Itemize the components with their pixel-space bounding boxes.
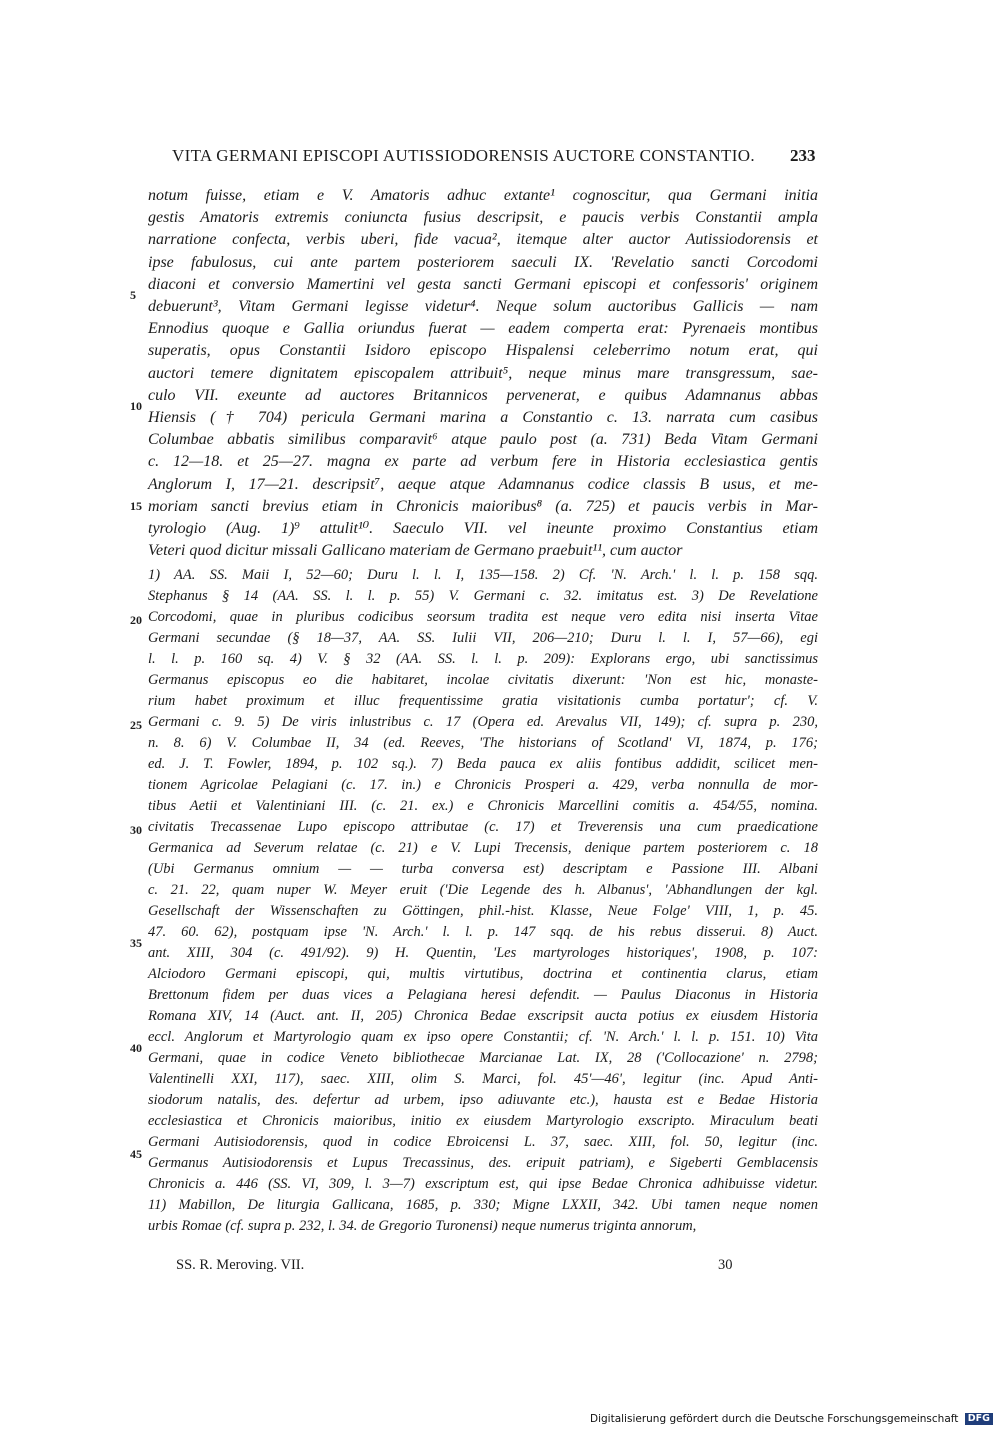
text-line: Anglorum I, 17—21. descripsit⁷, aeque atque Adamnanus codice classis B usus, et me- [148,475,818,493]
footnote-line: c. 21. 22, quam nuper W. Meyer eruit ('Die Legende des h. Albanus', 'Abhandlungen der kgl. [148,882,818,898]
footnote-line: Corcodomi, quae in pluribus codicibus seorsum tradita est neque vero edita nisi inserta Vitae [148,609,818,625]
margin-line-number: 10 [130,399,142,413]
footnote-line: (Ubi Germanus omnium — — turba conversa est) descriptam e Passione III. Albani [148,861,818,877]
margin-line-number: 40 [130,1041,142,1055]
margin-line-number: 20 [130,613,142,627]
text-line: Ennodius quoque e Gallia oriundus fuerat — eadem comperta erat: Pyrenaeis montibus [148,320,818,338]
footnote-line: 47. 60. 62), postquam ipse 'N. Arch.' l. l. p. 147 sqq. de his rebus disserui. 8) Auct. [148,924,818,940]
footnote-line: Alciodoro Germani episcopi, qui, multis virtutibus, doctrina et continentia clarus, etiam [148,966,818,982]
footnote-line: n. 8. 6) V. Columbae II, 34 (ed. Reeves, 'The historians of Scotland' VI, 1874, p. 176; [148,735,818,751]
footnote-line: ed. J. T. Fowler, 1894, p. 102 sq.). 7) Beda pauca ex aliis fontibus addidit, scilicet men- [148,756,818,772]
text-line: culo VII. exeunte ad auctores Britannicos pervenerat, e quibus Adamnanus abbas [148,386,818,404]
footnote-line: 1) AA. SS. Maii I, 52—60; Duru l. l. I, 135—158. 2) Cf. 'N. Arch.' l. l. p. 158 sqq. [148,567,818,583]
text-line: tyrologio (Aug. 1)⁹ attulit¹⁰. Saeculo VII. vel ineunte proximo Constantius etiam [148,520,818,537]
footnote-line: Germanica ad Severum relatae (c. 21) e V. Lupi Trecensis, denique partem posteriorem c. 18 [148,840,818,856]
footnote-line: Germani, quae in codice Veneto bibliothecae Marcianae Lat. IX, 28 ('Collocazione' n. 2798; [148,1050,818,1066]
footnote-line: rium habet proximum et illuc frequentissime gratia visitationis cumba portatur'; cf. V. [148,693,818,709]
text-line: ipse fabulosus, cui ante partem posteriorem saeculi IX. 'Revelatio sancti Corcodomi [148,253,818,271]
text-line: Columbae abbatis similibus comparavit⁶ atque paulo post (a. 731) Beda Vitam Germani [148,431,818,449]
footnote-line: urbis Romae (cf. supra p. 232, l. 34. de Gregorio Turonensi) neque numerus triginta annorum, [148,1218,697,1234]
dfg-logo: DFG [965,1413,993,1425]
text-line: diaconi et conversio Mamertini vel gesta sancti Germani episcopi et confessoris' originem [148,275,818,293]
footnote-line: eccl. Anglorum et Martyrologio quam ex ipso opere Constantii; cf. 'N. Arch.' l. l. p. 151. 10) Vita [148,1029,818,1045]
sheet-signature: SS. R. Meroving. VII. [176,1257,305,1273]
margin-line-number: 45 [130,1147,142,1161]
footnote-line: siodorum natalis, des. defertur ad urbem, ipso adiuvante etc.), hausta est e Bedae Historia [148,1092,818,1108]
text-line: gestis Amatoris extremis coniuncta fusius descripsit, e paucis verbis Constantii ampla [148,209,818,227]
text-line: Veteri quod dicitur missali Gallicano materiam de Germano praebuit¹¹, cum auctor [148,542,683,560]
footnote-line: tionem Agricolae Pelagiani (c. 17. in.) e Chronicis Prosperi a. 429, verba nonnulla de mor- [148,777,818,793]
digitization-note [590,1413,993,1425]
sheet-number: 30 [718,1257,733,1273]
footnote-line: Stephanus § 14 (AA. SS. l. l. p. 55) V. Germani c. 32. imitatus est. 3) De Revelatione [148,588,818,604]
footnote-line: Germani Autisiodorensis, quod in codice Ebroicensi L. 37, saec. XIII, fol. 50, legitur (inc. [148,1134,818,1150]
footnote-line: Valentinelli XXI, 117), saec. XIII, olim S. Marci, fol. 45'—46', legitur (inc. Apud Anti- [148,1071,818,1087]
running-header: VITA GERMANI EPISCOPI AUTISSIODORENSIS AUCTORE CONSTANTIO. [172,146,756,165]
footnote-line: ant. XIII, 304 (c. 491/92). 9) H. Quentin, 'Les martyrologes historiques', 1908, p. 107: [148,945,818,961]
footnote-line: l. l. p. 160 sq. 4) V. § 32 (AA. SS. l. l. p. 209): Explorans ergo, ubi sanctissimus [148,651,818,667]
text-line: c. 12—18. et 25—27. magna ex parte ad verbum fere in Historia ecclesiastica gentis [148,453,818,471]
text-line: Hiensis († 704) pericula Germani marina a Constantio c. 13. narrata cum casibus [148,409,818,426]
footnote-line: Romana XIV, 14 (Auct. ant. II, 205) Chronica Bedae exscripsit aucta potius ex eiusdem Historia [148,1008,818,1024]
margin-line-number: 30 [130,823,142,837]
footnote-line: Germanus episcopus eo die habitaret, incolae civitatis dixerunt: 'Non est hic, monaste- [148,672,818,688]
footnote-line: Chronicis a. 446 (SS. VI, 309, l. 3—7) exscriptum est, qui ipse Bedae Chronica adhibuisse videtur. [148,1176,818,1192]
text-line: auctori temere dignitatem episcopalem attribuit⁵, neque minus mare transgressum, sae- [148,364,818,382]
text-line: moriam sancti brevius etiam in Chronicis maioribus⁸ (a. 725) et paucis verbis in Mar- [148,497,818,515]
footnote-line: ecclesiastica et Chronicis maioribus, initio ex eiusdem Martyrologio exscripto. Miraculum beati [148,1113,818,1129]
text-line: narratione confecta, verbis uberi, fide vacua², itemque alter auctor Autissiodorensis et [148,231,818,249]
footnote-line: Brettonum fidem per duas vices a Pelagiana heresi defendit. — Paulus Diaconus in Historia [148,987,818,1003]
margin-line-number: 35 [130,936,142,950]
page-number: 233 [790,146,816,165]
digitization-text: Digitalisierung gefördert durch die Deutsche Forschungsgemeinschaft [590,1413,959,1425]
footnote-line: Germani c. 9. 5) De viris inlustribus c. 17 (Opera ed. Arevalus VII, 149); cf. supra p. 230, [148,714,818,730]
text-line: debuerunt³, Vitam Germani legisse videtur⁴. Neque solum auctoribus Gallicis — nam [148,298,818,315]
margin-line-number: 25 [130,718,142,732]
footnote-line: 11) Mabillon, De liturgia Gallicana, 1685, p. 330; Migne LXXII, 342. Ubi tamen neque nomen [148,1197,818,1213]
footnote-line: Germanus Autisiodorensis et Lupus Trecassinus, des. eripuit patriam), e Sigeberti Gemblacensis [148,1155,818,1171]
margin-line-number: 5 [130,288,136,302]
footnote-line: tibus Aetii et Valentiniani III. (c. 21. ex.) e Chronicis Marcellini comitis a. 454/55, nomina. [148,798,818,814]
footnote-line: Germani secundae (§ 18—37, AA. SS. Iulii VII, 206—210; Duru l. l. I, 57—66), egi [148,630,818,646]
margin-line-number: 15 [130,499,142,513]
text-line: superatis, opus Constantii Isidoro episcopo Hispalensi celeberrimo notum erat, qui [148,342,818,360]
footnote-line: civitatis Trecassenae Lupo episcopo attributae (c. 17) et Treverensis una cum praedicatione [148,819,818,835]
footnote-line: Gesellschaft der Wissenschaften zu Göttingen, phil.-hist. Klasse, Neue Folge' VIII, 1, p. 45. [148,903,818,919]
text-line: notum fuisse, etiam e V. Amatoris adhuc extante¹ cognoscitur, qua Germani initia [148,187,818,204]
